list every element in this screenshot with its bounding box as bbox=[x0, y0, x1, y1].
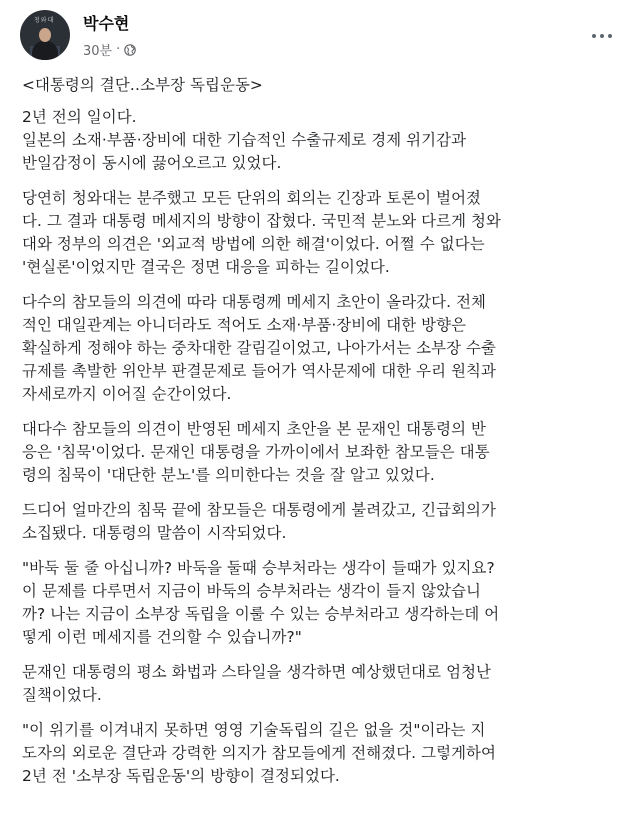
avatar-figure-head bbox=[39, 28, 51, 42]
paragraph-line: 도자의 외로운 결단과 강력한 의지가 참모들에게 전해졌다. 그렇게하여 bbox=[22, 744, 496, 762]
paragraph-line: 문재인 대통령의 평소 화법과 스타일을 생각하면 예상했던대로 엄청난 bbox=[22, 663, 491, 681]
post-body bbox=[22, 74, 622, 800]
paragraph-line: 2년 전 '소부장 독립운동'의 방향이 결정되었다. bbox=[22, 767, 340, 785]
more-options-icon[interactable] bbox=[586, 26, 618, 46]
paragraph-line: 대와 정부의 의견은 '외교적 방법에 의한 해결'이었다. 어쩔 수 없다는 bbox=[22, 235, 485, 253]
paragraph-line: 적인 대일관계는 아니더라도 적어도 소재·부품·장비에 대한 방향은 bbox=[22, 316, 467, 334]
meta-separator: · bbox=[116, 42, 121, 57]
post-paragraph bbox=[22, 106, 622, 175]
author-name[interactable]: 박수현 bbox=[83, 14, 130, 33]
post-meta bbox=[83, 40, 136, 59]
paragraph-line: 반일감정이 동시에 끓어오르고 있었다. bbox=[22, 154, 282, 172]
paragraph-line: 령의 침묵이 '대단한 분노'를 의미한다는 것을 잘 알고 있었다. bbox=[22, 466, 435, 484]
globe-icon[interactable] bbox=[124, 44, 136, 56]
paragraph-line: 소집됐다. 대통령의 말씀이 시작되었다. bbox=[22, 524, 287, 542]
post-paragraph bbox=[22, 291, 622, 406]
post-paragraph bbox=[22, 187, 622, 279]
paragraph-line: '현실론'이었지만 결국은 정면 대응을 피하는 길이었다. bbox=[22, 258, 390, 276]
post-time[interactable]: 30분 bbox=[83, 44, 113, 59]
paragraph-line: 확실하게 정해야 하는 중차대한 갈림길이었고, 나아가서는 소부장 수출 bbox=[22, 339, 496, 357]
paragraph-line: 일본의 소재·부품·장비에 대한 기습적인 수출규제로 경제 위기감과 bbox=[22, 131, 467, 149]
paragraph-line: 떻게 이런 메세지를 건의할 수 있습니까?" bbox=[22, 628, 302, 646]
paragraph-line: 다. 그 결과 대통령 메세지의 방향이 잡혔다. 국민적 분노와 다르게 청와 bbox=[22, 212, 501, 230]
post-title: <대통령의 결단‥소부장 독립운동> bbox=[22, 76, 263, 94]
post-paragraph bbox=[22, 499, 622, 545]
post-paragraph bbox=[22, 418, 622, 487]
paragraph-line: 2년 전의 일이다. bbox=[22, 108, 137, 126]
paragraph-line: "바둑 둘 줄 아십니까? 바둑을 둘때 승부처라는 생각이 들때가 있지요? bbox=[22, 559, 495, 577]
paragraph-line: 까? 나는 지금이 소부장 독립을 이룰 수 있는 승부처라고 생각하는데 어 bbox=[22, 605, 500, 623]
paragraph-line: 질책이었다. bbox=[22, 686, 102, 704]
post-header bbox=[20, 10, 620, 66]
paragraph-line: 다수의 참모들의 의견에 따라 대통령께 메세지 초안이 올라갔다. 전체 bbox=[22, 293, 487, 311]
paragraph-line: 응은 '침묵'이었다. 문재인 대통령을 가까이에서 보좌한 참모들은 대통 bbox=[22, 443, 490, 461]
paragraph-line: 당연히 청와대는 분주했고 모든 단위의 회의는 긴장과 토론이 벌어졌 bbox=[22, 189, 482, 207]
paragraph-line: 이 문제를 다루면서 지금이 바둑의 승부처라는 생각이 들지 않았습니 bbox=[22, 582, 482, 600]
paragraph-line: 규제를 촉발한 위안부 판결문제로 들어가 역사문제에 대한 우리 원칙과 bbox=[22, 362, 496, 380]
post-paragraphs bbox=[22, 106, 622, 788]
paragraph-line: 대다수 참모들의 의견이 반영된 메세지 초안을 본 문재인 대통령의 반 bbox=[22, 420, 487, 438]
post-paragraph bbox=[22, 661, 622, 707]
paragraph-line: "이 위기를 이겨내지 못하면 영영 기술독립의 길은 없을 것"이라는 지 bbox=[22, 721, 486, 739]
avatar-seal-text: 청와대 bbox=[34, 17, 55, 24]
paragraph-line: 드디어 얼마간의 침묵 끝에 참모들은 대통령에게 불려갔고, 긴급회의가 bbox=[22, 501, 496, 519]
post-paragraph bbox=[22, 557, 622, 649]
avatar[interactable] bbox=[20, 10, 70, 60]
paragraph-line: 자세로까지 이어질 순간이었다. bbox=[22, 385, 232, 403]
post-paragraph bbox=[22, 719, 622, 788]
avatar-figure-body bbox=[32, 41, 58, 60]
